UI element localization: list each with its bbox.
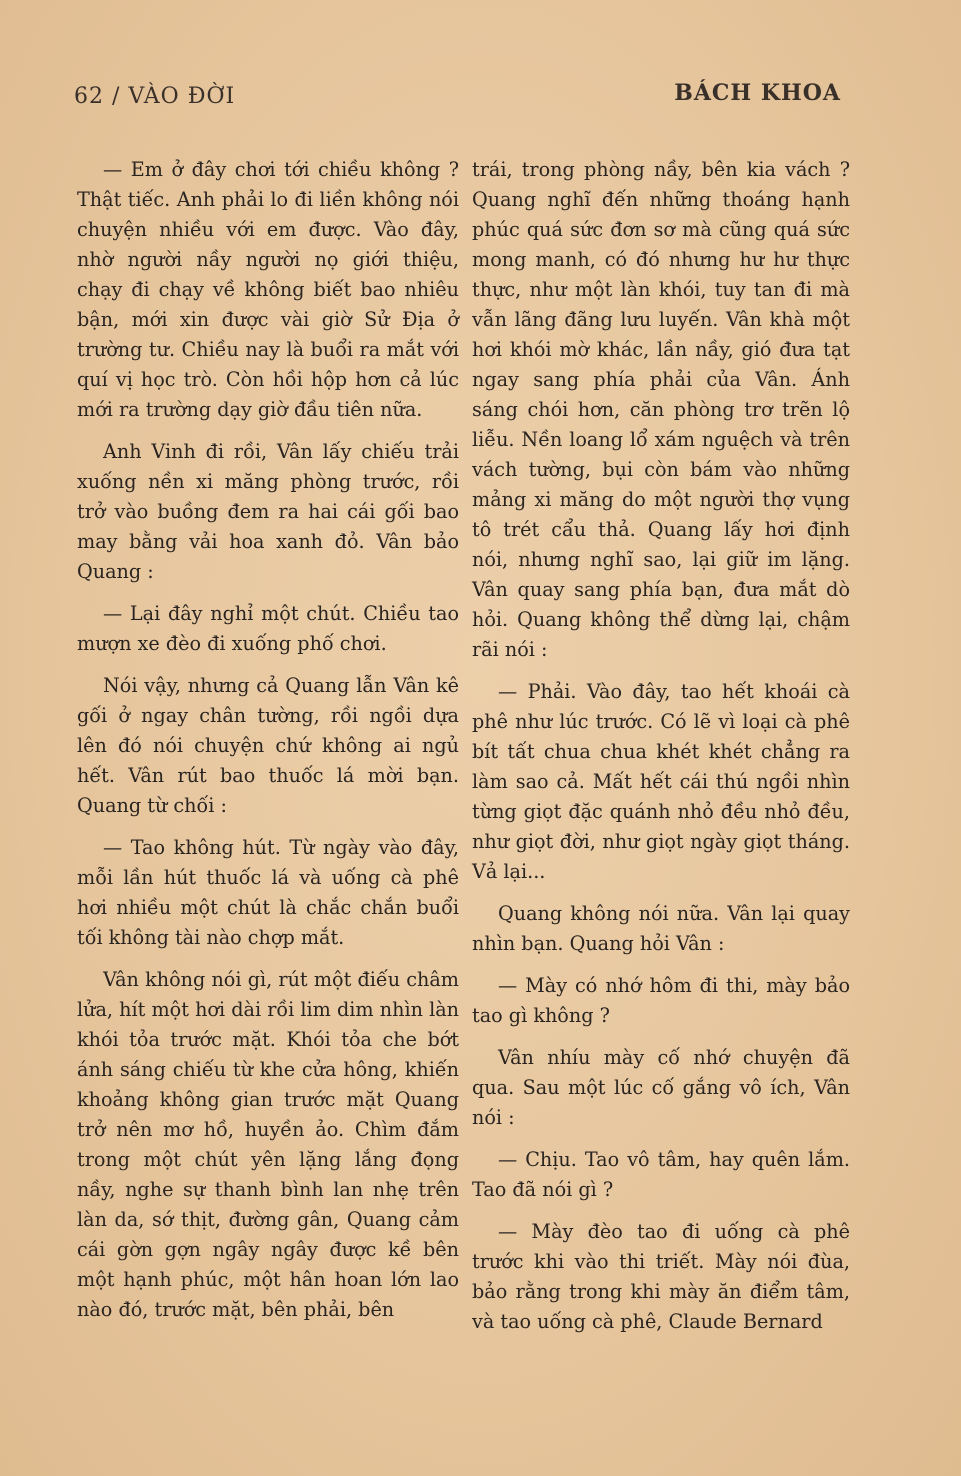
paragraph: — Chịu. Tao vô tâm, hay quên lắm. Tao đã nói gì ? bbox=[472, 1148, 850, 1201]
left-column bbox=[77, 155, 459, 1337]
paragraph: Vân không nói gì, rút một điếu châm lửa, hít một hơi dài rồi lim dim nhìn làn khói tỏa trước mặt. Khói tỏa che bớt ánh sáng chiếu từ khe cửa hông, khiến khoảng không gian trước mặt Quang trở nên mơ hồ, huyền ảo. Chìm đắm trong một chút yên lặng lắng đọng nầy, nghe sự thanh bình lan nhẹ trên làn da, sớ thịt, đường gân, Quang cảm cái gờn gợn ngây ngây được kề bên một hạnh phúc, một hân hoan lớn lao nào đó, trước mặt, bên phải, bên bbox=[77, 968, 459, 1321]
paragraph: — Lại đây nghỉ một chút. Chiều tao mượn xe đèo đi xuống phố chơi. bbox=[77, 602, 459, 655]
paragraph: — Mày đèo tao đi uống cà phê trước khi vào thi triết. Mày nói đùa, bảo rằng trong khi mày ăn điểm tâm, và tao uống cà phê, Claude Bernard bbox=[472, 1220, 850, 1333]
paragraph: Vân nhíu mày cố nhớ chuyện đã qua. Sau một lúc cố gắng vô ích, Vân nói : bbox=[472, 1046, 850, 1129]
paragraph: Quang không nói nữa. Vân lại quay nhìn bạn. Quang hỏi Vân : bbox=[472, 902, 850, 955]
paragraph-continuation: trái, trong phòng nầy, bên kia vách ? Quang nghĩ đến những thoáng hạnh phúc quá sức đơn sơ mà cũng quá sức mong manh, có đó nhưng hư hư thực thực, như một làn khói, tuy tan đi mà vẫn lãng đãng lưu luyến. Vân khà một hơi khói mờ khác, lần nầy, gió đưa tạt ngay sang phía phải của Vân. Ánh sáng chói hơn, căn phòng trơ trẽn lộ liễu. Nền loang lổ xám nguệch và trên vách tường, bụi còn bám vào những mảng xi măng do một người thợ vụng tô trét cẩu thả. Quang lấy hơi định nói, nhưng nghĩ sao, lại giữ im lặng. Vân quay sang phía bạn, đưa mắt dò hỏi. Quang không thể dừng lại, chậm rãi nói : bbox=[472, 158, 850, 661]
page-header-left: 62 / VÀO ĐỜI bbox=[74, 84, 236, 109]
page-header-right: BÁCH KHOA bbox=[674, 80, 841, 106]
paragraph: — Tao không hút. Từ ngày vào đây, mỗi lần hút thuốc lá và uống cà phê hơi nhiều một chút là chắc chắn buổi tối không tài nào chợp mắt. bbox=[77, 836, 459, 949]
paragraph: — Mày có nhớ hôm đi thi, mày bảo tao gì không ? bbox=[472, 974, 850, 1027]
paragraph: Nói vậy, nhưng cả Quang lẫn Vân kê gối ở ngay chân tường, rồi ngồi dựa lên đó nói chuyện chứ không ai ngủ hết. Vân rút bao thuốc lá mời bạn. Quang từ chối : bbox=[77, 674, 459, 817]
paragraph: — Em ở đây chơi tới chiều không ? Thật tiếc. Anh phải lo đi liền không nói chuyện nhiều với em được. Vào đây, nhờ người nầy người nọ giới thiệu, chạy đi chạy về không biết bao nhiêu bận, mới xin được vài giờ Sử Địa ở trường tư. Chiều nay là buổi ra mắt với quí vị học trò. Còn hồi hộp hơn cả lúc mới ra trường dạy giờ đầu tiên nữa. bbox=[77, 158, 459, 421]
right-column bbox=[472, 155, 850, 1349]
paragraph: Anh Vinh đi rồi, Vân lấy chiếu trải xuống nền xi măng phòng trước, rồi trở vào buồng đem ra hai cái gối bao may bằng vải hoa xanh đỏ. Vân bảo Quang : bbox=[77, 440, 459, 583]
paragraph: — Phải. Vào đây, tao hết khoái cà phê như lúc trước. Có lẽ vì loại cà phê bít tất chua chua khét khét chẳng ra làm sao cả. Mất hết cái thú ngồi nhìn từng giọt đặc quánh nhỏ đều nhỏ đều, như giọt đời, như giọt ngày giọt tháng. Vả lại... bbox=[472, 680, 850, 883]
